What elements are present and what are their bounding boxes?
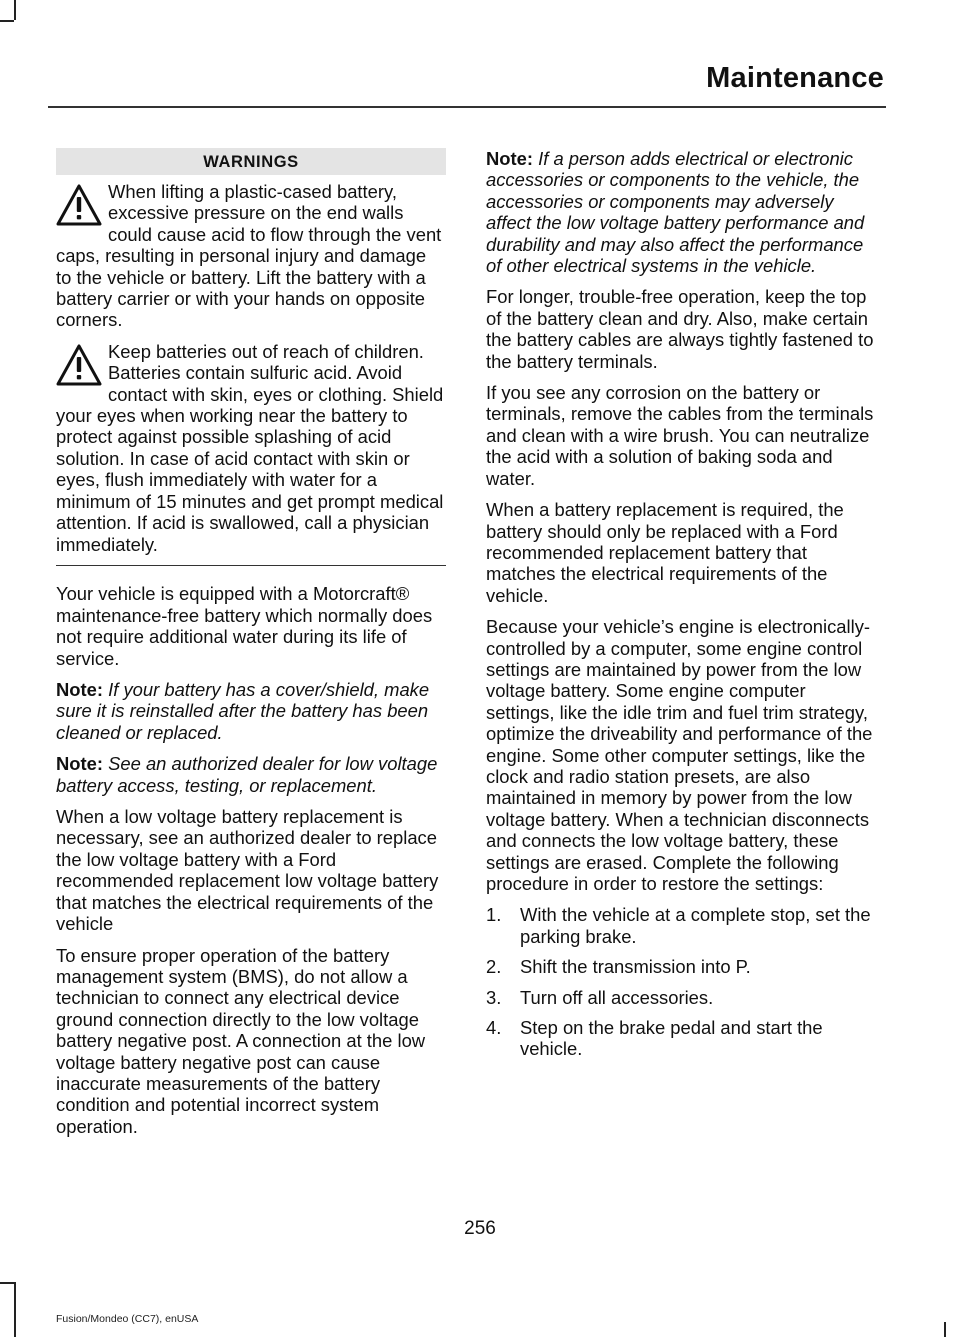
- warnings-heading: WARNINGS: [56, 148, 446, 175]
- paragraph: When a battery replacement is required, the battery should only be replaced with a Ford recommended replacement battery that matches the electrical requirements of the vehicle.: [486, 499, 844, 606]
- crop-mark: [944, 1322, 946, 1337]
- list-item: [486, 956, 879, 977]
- step-text: Step on the brake pedal and start the vehicle.: [520, 1017, 823, 1060]
- right-column: [486, 148, 879, 1069]
- footer-text: Fusion/Mondeo (CC7), enUSA: [56, 1313, 199, 1325]
- warning-text: When lifting a plastic-cased battery, excessive pressure on the end walls could cause acid to flow through the vent caps, resulting in personal injury and damage to the vehicle or battery. Lift the battery with a battery carrier or with your hands on opposite corners.: [56, 181, 442, 331]
- warning-triangle-icon: [56, 343, 102, 387]
- paragraph: If you see any corrosion on the battery or terminals, remove the cables from the terminals and clean with a wire brush. You can neutralize the acid with a solution of baking soda and water.: [486, 382, 874, 489]
- paragraph: To ensure proper operation of the battery management system (BMS), do not allow a technician to connect any electrical device ground connection directly to the low voltage battery negative post. A connection at the low voltage battery negative post can cause inaccurate measurements of the battery condition and potential incorrect system operation.: [56, 944, 426, 1137]
- header-divider: [48, 106, 886, 108]
- step-number: 4.: [486, 1017, 502, 1039]
- list-item: [486, 1017, 879, 1060]
- note-text: If a person adds electrical or electronic accessories or components to the vehicle, the accessories or components may adversely affect the low voltage battery performance and durability and may also affect the performance of other electrical systems in the vehicle.: [486, 148, 865, 277]
- note-text: See an authorized dealer for low voltage battery access, testing, or replacement.: [56, 753, 438, 796]
- note-label: Note:: [56, 679, 103, 701]
- paragraph: Your vehicle is equipped with a Motorcraft® maintenance-free battery which normally does not require additional water during its life of service.: [56, 583, 433, 669]
- note: [486, 148, 879, 276]
- step-text: Shift the transmission into P.: [520, 956, 751, 978]
- paragraph: For longer, trouble-free operation, keep the top of the battery clean and dry. Also, make certain the battery cables are always tightly fastened to the battery terminals.: [486, 286, 874, 372]
- list-item: [486, 904, 879, 947]
- crop-mark: [14, 1282, 16, 1337]
- list-item: [486, 987, 879, 1008]
- note: [56, 753, 446, 796]
- warning-item: [56, 181, 446, 331]
- crop-mark: [0, 1282, 14, 1284]
- step-number: 1.: [486, 904, 502, 926]
- paragraph: Because your vehicle’s engine is electronically-controlled by a computer, some engine control settings are maintained by power from the low voltage battery. Some engine computer settings, like the idle trim and fuel trim strategy, optimize the driveability and performance of the engine. Some other computer settings, like the clock and radio station presets, are also maintained in memory by power from the low voltage battery. When a technician disconnects and connects the low voltage battery, these settings are erased. Complete the following procedure in order to restore the settings:: [486, 616, 873, 894]
- crop-mark: [0, 20, 14, 22]
- step-number: 3.: [486, 986, 502, 1008]
- warnings-divider: [56, 565, 446, 567]
- procedure-steps: [486, 904, 879, 1059]
- note-label: Note:: [486, 148, 533, 169]
- warning-text: Keep batteries out of reach of children. Batteries contain sulfuric acid. Avoid contact with skin, eyes or clothing. Shield your eyes when working near the battery to protect against possible splashing of acid solution. In case of acid contact with skin or eyes, flush immediately with water for a minimum of 15 minutes and get prompt medical attention. If acid is swallowed, call a physician immediately.: [56, 340, 444, 555]
- left-column: [56, 148, 446, 1147]
- step-number: 2.: [486, 956, 502, 978]
- page-title: Maintenance: [706, 62, 884, 94]
- crop-mark: [14, 0, 16, 20]
- page-number: 256: [464, 1218, 496, 1239]
- step-text: Turn off all accessories.: [520, 986, 714, 1008]
- note: [56, 679, 446, 743]
- note-label: Note:: [56, 753, 103, 775]
- note-text: If your battery has a cover/shield, make sure it is reinstalled after the battery has been cleaned or replaced.: [56, 679, 430, 743]
- warning-triangle-icon: [56, 183, 102, 227]
- step-text: With the vehicle at a complete stop, set the parking brake.: [520, 904, 871, 947]
- warning-item: [56, 341, 446, 555]
- paragraph: When a low voltage battery replacement is necessary, see an authorized dealer to replace the low voltage battery with a Ford recommended replacement low voltage battery that matches the electrical requirements of the vehicle: [56, 806, 439, 935]
